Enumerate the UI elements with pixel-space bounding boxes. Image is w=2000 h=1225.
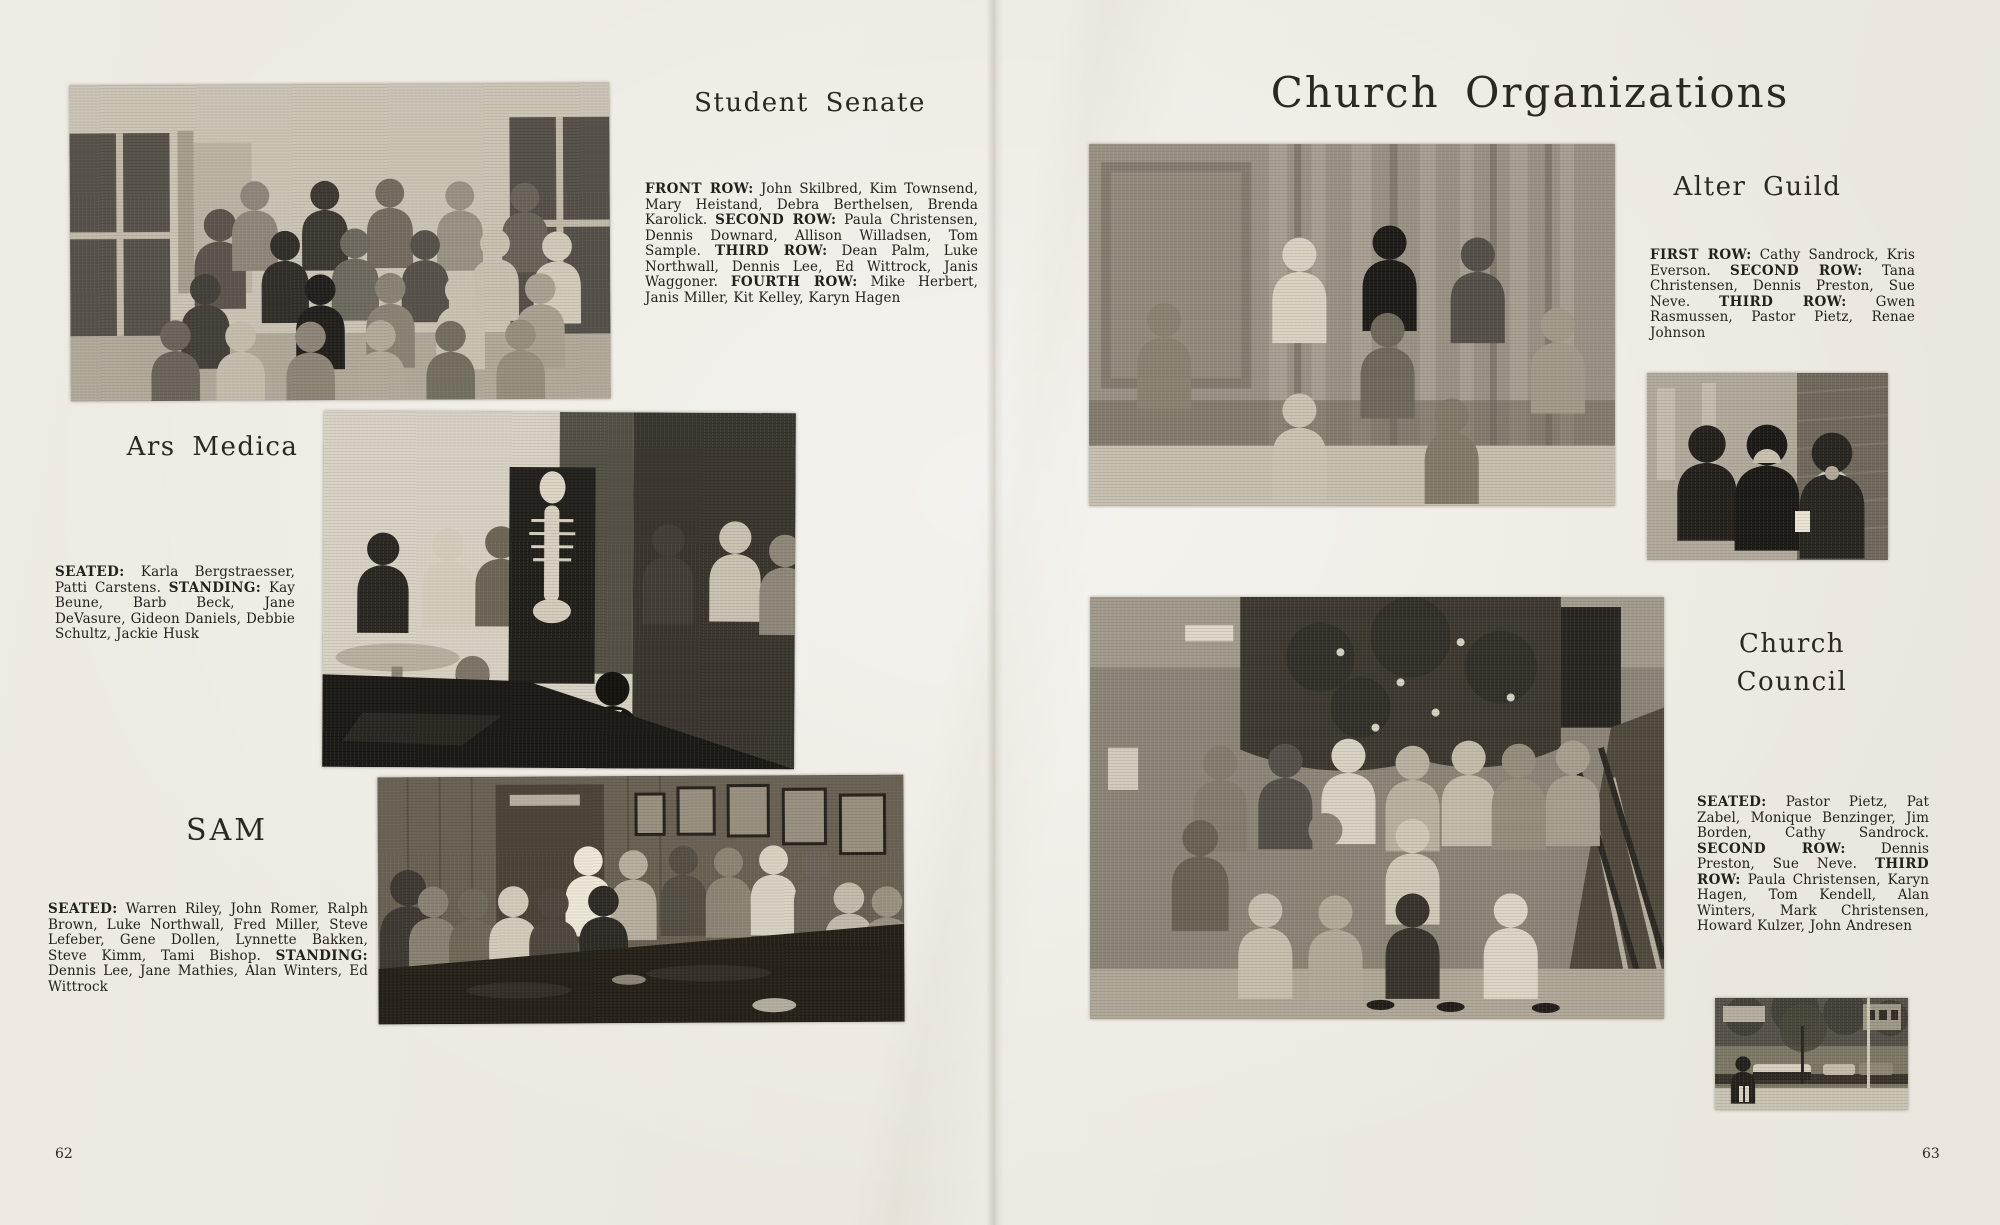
church-council-title-line2: Council [1736, 667, 1848, 697]
alter-guild-photo [1089, 144, 1615, 506]
student-senate-photo [69, 83, 611, 402]
alter-guild-caption: FIRST ROW: Cathy Sandrock, Kris Everson. SECOND ROW: Tana Christensen, Dennis Preston, Sue Neve. THIRD ROW: Gwen Rasmussen, Pastor Pietz, Renae Johnson [1650, 247, 1915, 341]
ars-medica-caption: SEATED: Karla Bergstraesser, Patti Carstens. STANDING: Kay Beune, Barb Beck, Jane DeVasure, Gideon Daniels, Debbie Schultz, Jackie Husk [55, 564, 295, 642]
sam-caption: SEATED: Warren Riley, John Romer, Ralph Brown, Luke Northwall, Fred Miller, Steve Lefeber, Gene Dollen, Lynnette Bakken, Steve Kimm, Tami Bishop. STANDING: Dennis Lee, Jane Mathies, Alan Winters, Ed Wittrock [48, 901, 368, 995]
ars-medica-title: Ars Medica [126, 432, 299, 462]
page-number-left: 62 [55, 1146, 73, 1162]
church-council-photo [1090, 597, 1664, 1019]
church-council-title-line1: Church [1738, 629, 1846, 659]
sam-photo [377, 775, 904, 1025]
church-council-caption: SEATED: Pastor Pietz, Pat Zabel, Monique Benzinger, Jim Borden, Cathy Sandrock. SECOND ROW: Dennis Preston, Sue Neve. THIRD ROW: Paula Christensen, Karyn Hagen, Tom Kendell, Alan Winters, Mark Christensen, Howard Kulzer, John Andresen [1697, 794, 1929, 934]
church-organizations-header: Church Organizations [1270, 68, 1790, 117]
alter-guild-title: Alter Guild [1673, 172, 1842, 202]
page-gutter-divider [986, 0, 1004, 1225]
campus-photo [1715, 998, 1908, 1110]
graduation-photo [1647, 373, 1888, 560]
student-senate-caption: FRONT ROW: John Skilbred, Kim Townsend, Mary Heistand, Debra Berthelsen, Brenda Karolick. SECOND ROW: Paula Christensen, Dennis Downard, Allison Willadsen, Tom Sample. THIRD ROW: Dean Palm, Luke Northwall, Dennis Lee, Ed Wittrock, Janis Waggoner. FOURTH ROW: Mike Herbert, Janis Miller, Kit Kelley, Karyn Hagen [645, 181, 978, 306]
ars-medica-photo [322, 411, 796, 769]
church-council-title [1702, 625, 1882, 701]
page-number-right: 63 [1922, 1146, 1940, 1162]
sam-title: SAM [186, 813, 268, 848]
student-senate-title: Student Senate [694, 88, 926, 118]
